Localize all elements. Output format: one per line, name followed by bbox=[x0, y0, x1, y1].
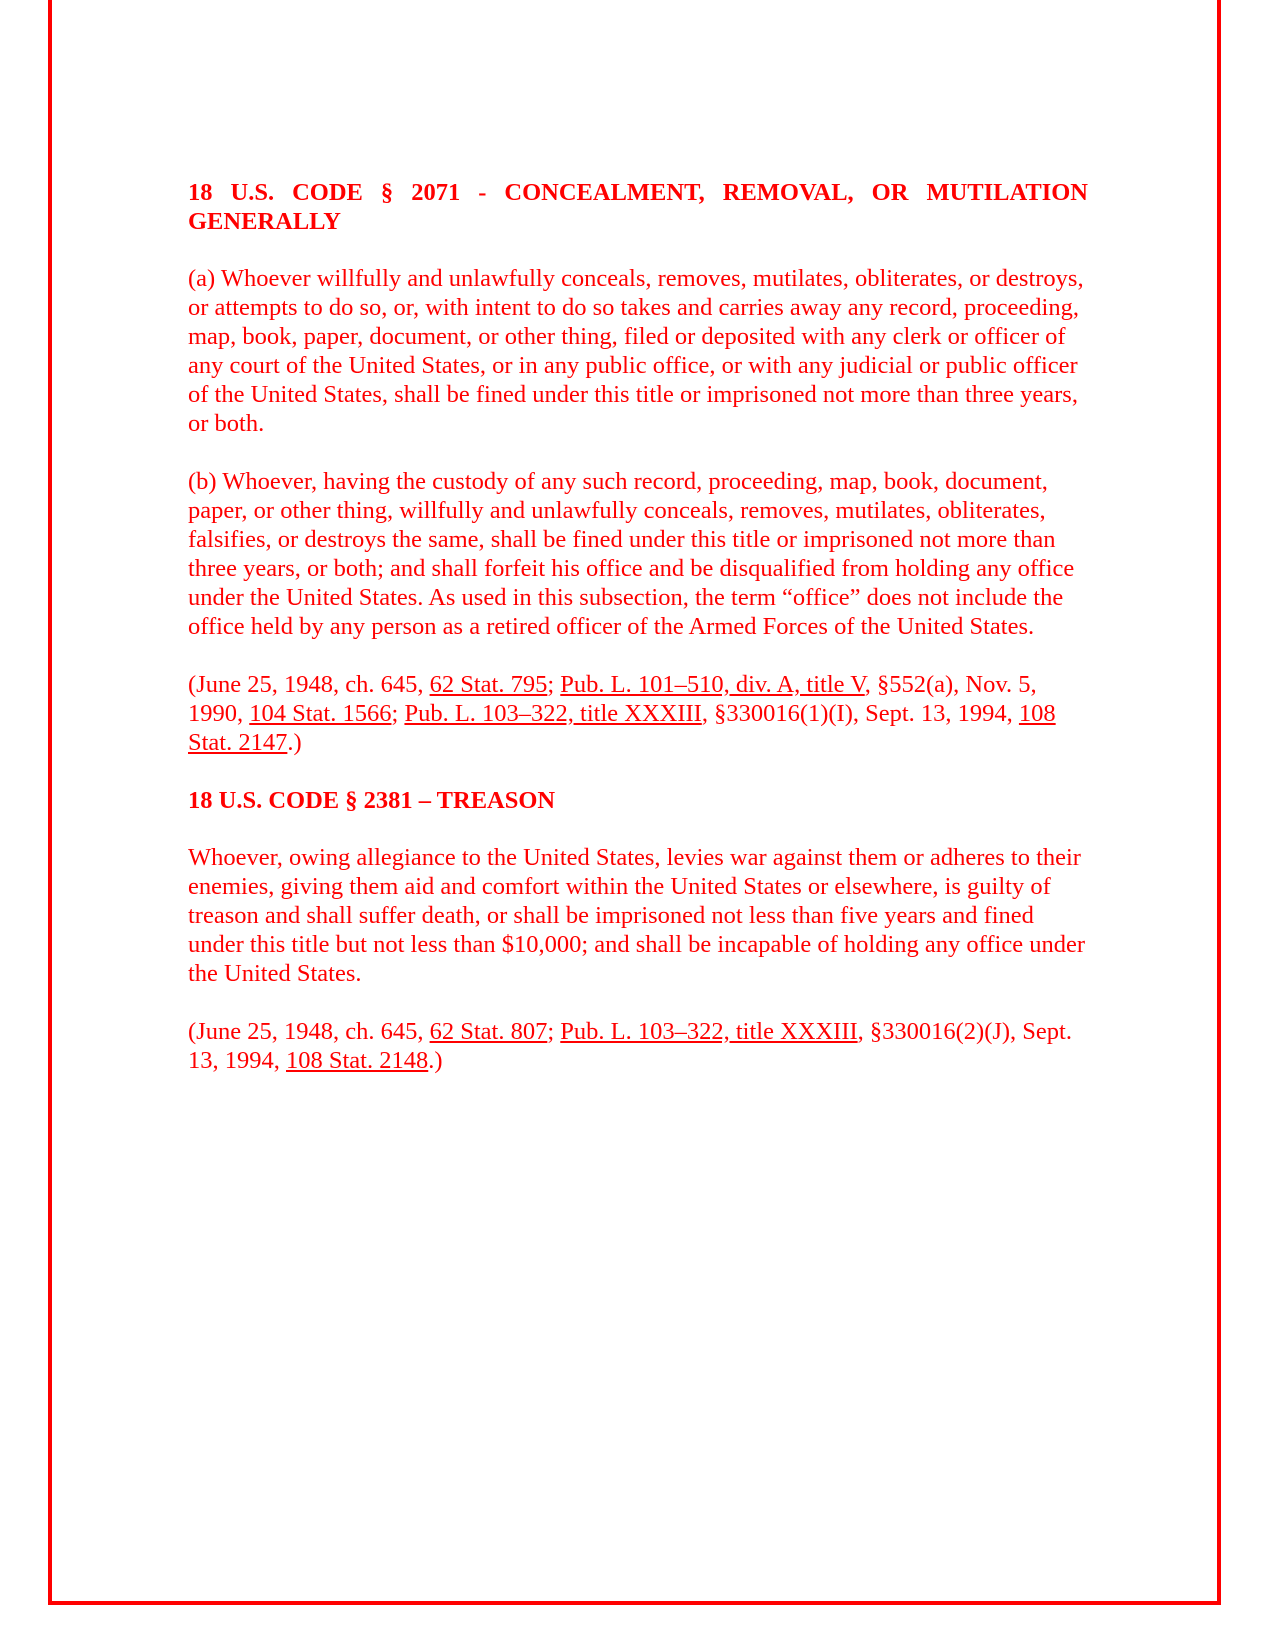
citation-link-108-stat-2147[interactable]: 108 Stat. 2147 bbox=[188, 700, 1056, 756]
citation-text: , §330016(1)(I), Sept. 13, 1994, bbox=[701, 700, 1019, 727]
citation-link-pub-l-103-322[interactable]: Pub. L. 103–322, title XXXIII bbox=[404, 700, 702, 727]
citation-text: , §552(a), Nov. 5, 1990, bbox=[188, 671, 1037, 727]
citation-text: (June 25, 1948, ch. 645, bbox=[188, 1018, 430, 1045]
citation-link-pub-l-103-322[interactable]: Pub. L. 103–322, title XXXIII bbox=[560, 1018, 858, 1045]
section-2071-heading: 18 U.S. CODE § 2071 - CONCEALMENT, REMOVAL, OR MUTILATION GENERALLY bbox=[188, 179, 1088, 235]
section-2071-paragraph-b: (b) Whoever, having the custody of any such record, proceeding, map, book, document, paper, or other thing, willfully and unlawfully conceals, removes, mutilates, obliterates, falsifies, or destroys the same, shall be fined under this title or imprisoned not more than three years, or both; and shall forfeit his office and be disqualified from holding any office under the United States. As used in this subsection, the term “office” does not include the office held by any person as a retired officer of the Armed Forces of the United States. bbox=[188, 468, 1075, 640]
citation-link-62-stat-807[interactable]: 62 Stat. 807 bbox=[429, 1018, 548, 1045]
document-body bbox=[188, 178, 1088, 1104]
section-2381-heading: 18 U.S. CODE § 2381 – TREASON bbox=[188, 787, 556, 814]
citation-text: , §330016(2)(J), Sept. 13, 1994, bbox=[188, 1018, 1072, 1074]
citation-text: ; bbox=[391, 700, 405, 727]
citation-link-pub-l-101-510[interactable]: Pub. L. 101–510, div. A, title V bbox=[560, 671, 865, 698]
citation-link-104-stat-1566[interactable]: 104 Stat. 1566 bbox=[249, 700, 392, 727]
citation-text: .) bbox=[428, 1047, 443, 1074]
section-2071-citation bbox=[188, 670, 1088, 757]
citation-text: ; bbox=[547, 671, 561, 698]
citation-text: ; bbox=[547, 1018, 561, 1045]
citation-text: .) bbox=[287, 729, 302, 756]
section-2381-citation bbox=[188, 1017, 1088, 1075]
section-2381-paragraph: Whoever, owing allegiance to the United States, levies war against them or adheres to their enemies, giving them aid and comfort within the United States or elsewhere, is guilty of treason and shall suffer death, or shall be imprisoned not less than five years and fined under this title but not less than $10,000; and shall be incapable of holding any office under the United States. bbox=[188, 844, 1086, 987]
citation-text: (June 25, 1948, ch. 645, bbox=[188, 671, 430, 698]
citation-link-62-stat-795[interactable]: 62 Stat. 795 bbox=[429, 671, 548, 698]
section-2071-paragraph-a: (a) Whoever willfully and unlawfully conceals, removes, mutilates, obliterates, or destroys, or attempts to do so, or, with intent to do so takes and carries away any record, proceeding, map, book, paper, document, or other thing, filed or deposited with any clerk or officer of any court of the United States, or in any public office, or with any judicial or public officer of the United States, shall be fined under this title or imprisoned not more than three years, or both. bbox=[188, 265, 1084, 437]
citation-link-108-stat-2148[interactable]: 108 Stat. 2148 bbox=[286, 1047, 429, 1074]
